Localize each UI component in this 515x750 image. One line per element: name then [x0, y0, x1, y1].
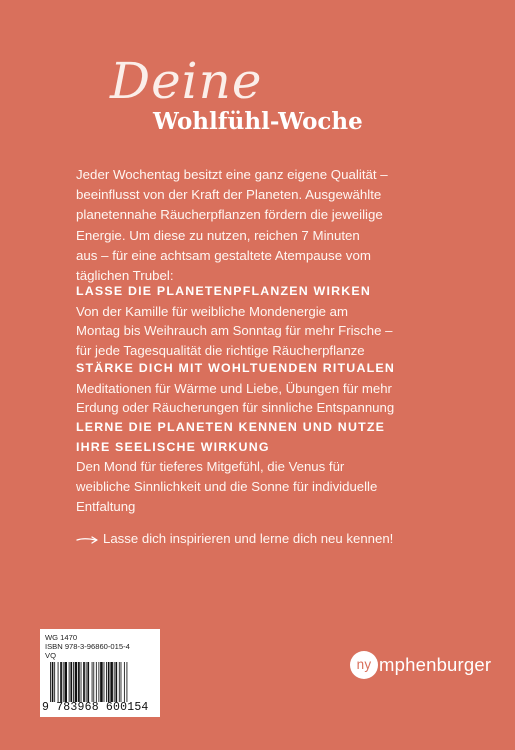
- barcode-bar: [115, 662, 117, 702]
- title-script: Deine: [110, 52, 263, 110]
- intro-line: täglichen Trubel:: [76, 268, 174, 284]
- cta-text: Lasse dich inspirieren und lerne dich neu kennen!: [103, 531, 394, 546]
- product-code: WG 1470: [45, 633, 78, 642]
- barcode-bars: [48, 662, 154, 704]
- barcode-bar: [83, 662, 85, 702]
- section-rituals: [76, 359, 461, 418]
- barcode-bar: [64, 662, 67, 702]
- section-planets: [76, 418, 461, 516]
- intro-line: beeinflusst von der Kraft der Planeten. Ausgewählte: [76, 187, 382, 203]
- publisher-logo: [350, 651, 491, 679]
- barcode-bar: [110, 662, 113, 702]
- barcode-bar: [60, 662, 62, 702]
- barcode-bar: [70, 662, 72, 702]
- barcode-bar: [75, 662, 78, 702]
- barcode-bar: [108, 662, 110, 702]
- barcode-bar: [114, 662, 115, 702]
- publisher-logo-text: mphenburger: [379, 654, 492, 675]
- barcode-bar: [100, 662, 103, 702]
- barcode-bar: [121, 662, 122, 702]
- barcode-bar: [106, 662, 107, 702]
- barcode-bar: [78, 662, 80, 702]
- barcode-bar: [86, 662, 87, 702]
- intro-line: Jeder Wochentag besitzt eine ganz eigene Qualität –: [76, 167, 388, 182]
- section-heading: STÄRKE DICH MIT WOHLTUENDEN RITUALEN: [76, 361, 395, 375]
- section-text: Von der Kamille für weibliche Mondenergie am Montag bis Weihrauch am Sonntag für mehr Frische – für jede Tagesqualität die richtige Räucherpflanze: [76, 303, 393, 359]
- barcode-bar: [92, 662, 93, 702]
- section-text: Den Mond für tieferes Mitgefühl, die Venus für weibliche Sinnlichkeit und die Sonne für individuelle Entfaltung: [76, 459, 378, 514]
- barcode-bar: [63, 662, 64, 702]
- section-heading: LERNE DIE PLANETEN KENNEN UND NUTZE IHRE SEELISCHE WIRKUNG: [76, 420, 386, 454]
- intro-line: Energie. Um diese zu nutzen, reichen 7 Minuten: [76, 227, 360, 243]
- barcode-bar: [73, 662, 74, 702]
- intro-line: aus – für eine achtsam gestaltete Atempause vom: [76, 247, 371, 263]
- barcode-bar: [96, 662, 97, 702]
- barcode-bar: [93, 662, 94, 702]
- barcode-bar: [104, 662, 105, 702]
- barcode-digits: 9 783968 600154: [42, 701, 149, 714]
- barcode-bar: [81, 662, 82, 702]
- publisher-logo-badge: ny: [350, 651, 378, 679]
- barcode-bar: [50, 662, 51, 702]
- barcode-bar: [124, 662, 125, 702]
- book-title: Wohlfühl-Woche: [153, 108, 363, 135]
- barcode-bar: [119, 662, 120, 702]
- intro-line: planetennahe Räucherpflanzen fördern die jeweilige: [76, 207, 383, 223]
- barcode-label: [40, 629, 160, 717]
- barcode-bar: [54, 662, 55, 702]
- barcode-bar: [127, 662, 128, 702]
- isbn-text: ISBN 978-3-96860-015-4: [45, 642, 130, 651]
- barcode-bar: [52, 662, 54, 702]
- barcode-bar: [58, 662, 59, 702]
- call-to-action: [76, 530, 476, 548]
- barcode-bar: [69, 662, 70, 702]
- arrow-right-icon: [76, 533, 100, 545]
- section-text: Meditationen für Wärme und Liebe, Übungen für mehr Erdung oder Räucherungen für sinnliche Entspannung: [76, 380, 395, 416]
- intro-paragraph: [76, 165, 456, 286]
- section-planet-plants: [76, 282, 461, 361]
- barcode-bar: [98, 662, 99, 702]
- extra-code: VQ: [45, 651, 56, 660]
- section-heading: LASSE DIE PLANETENPFLANZEN WIRKEN: [76, 284, 371, 298]
- barcode-bar: [87, 662, 89, 702]
